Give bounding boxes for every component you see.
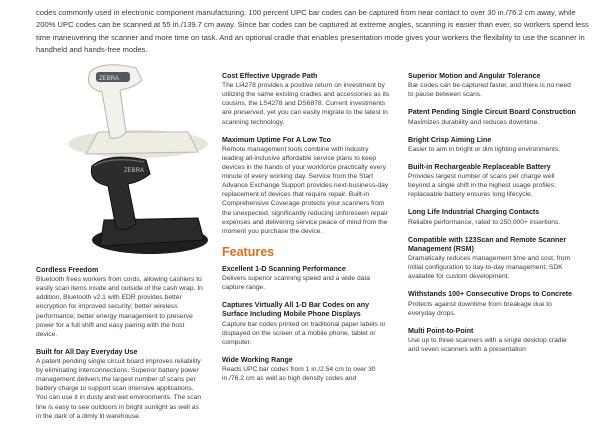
feature-item xyxy=(408,290,576,317)
section-maximum-uptime xyxy=(222,136,390,236)
section-body: Bluetooth frees workers from cords, allowing cashiers to easily scan items inside and outside of the cash wrap. In addition, Bluetooth v2.1 with EDR provides better encryption for improved security; better wireless performance; better energy management to preserve power for a full shift and easy pairing with the host device. xyxy=(36,276,203,338)
column-2 xyxy=(222,72,390,392)
feature-title: Built-in Rechargeable Replaceable Battery xyxy=(408,162,551,171)
feature-body: Protects against downtime from breakage due to everyday drops. xyxy=(408,300,552,317)
feature-title: Withstands 100+ Consecutive Drops to Concrete xyxy=(408,290,573,299)
feature-body: Dramatically reduces management time and cost, from initial configuration to day-to-day management; SDK available for custom development. xyxy=(408,255,571,281)
feature-item xyxy=(408,236,576,282)
feature-body: Use up to three scanners with a single desktop cradle and seven scanners with a presentation xyxy=(408,337,567,354)
product-photo xyxy=(38,62,210,267)
section-title: Built for All Day Everyday Use xyxy=(36,347,138,356)
intro-paragraph: codes commonly used in electronic component manufacturing. 100 percent UPC bar codes can be captured from near contact to over 30 in./76.2 cm away, while 200% UPC codes can be scanned at 55 in./139.7 cm away. Since bar codes can be captured at extreme angles, scanning is easier than ever, so workers spend less time maneuvering the scanner and more time on task. And an optional cradle that enables presentation mode gives your workers the flexibility to use the scanner in handheld and hands-free modes. xyxy=(36,7,589,55)
feature-title: Excellent 1-D Scanning Performance xyxy=(222,264,346,273)
section-title: Cordless Freedom xyxy=(36,266,99,274)
white-scanner-logo: ZEBRA xyxy=(99,76,120,82)
feature-body: Reads UPC bar codes from 1 in./2.54 cm to over 30 in./76.2 cm as well as high density codes and xyxy=(222,366,376,383)
feature-title: Multi Point-to-Point xyxy=(408,326,474,335)
features-heading: Features xyxy=(222,244,275,259)
feature-item xyxy=(222,356,390,383)
feature-title: Long Life Industrial Charging Contacts xyxy=(408,208,540,217)
section-title: Cost Effective Upgrade Path xyxy=(222,72,318,80)
feature-item xyxy=(222,301,390,347)
column-1 xyxy=(36,266,203,430)
section-body: The LI4278 provides a positive return on investment by utilizing the same existing cradles and accessories as its cousins, the LS4278 and DS6878. Current investments are preserved, yet you can easily migrate to the latest in scanning technology. xyxy=(222,82,390,126)
feature-title: Patent Pending Single Circuit Board Construction xyxy=(408,108,576,117)
feature-item xyxy=(408,163,576,199)
feature-body: Maximizes durability and reduces downtime. xyxy=(408,118,540,126)
feature-title: Wide Working Range xyxy=(222,355,293,364)
feature-item xyxy=(408,327,576,354)
feature-body: Bar codes can be captured faster, and there is no need to pause between scans. xyxy=(408,82,571,99)
section-title: Maximum Uptime For A Low Tco xyxy=(222,135,331,144)
feature-body: Reliable performance, rated to 250,000+ insertions. xyxy=(408,218,561,226)
feature-title: Compatible with 123Scan and Remote Scanner Management (RSM) xyxy=(408,235,567,253)
section-built-for-all-day xyxy=(36,348,203,421)
feature-title: Captures Virtually All 1-D Bar Codes on any Surface Including Mobile Phone Displays xyxy=(222,301,370,319)
feature-body: Capture bar codes printed on traditional paper labels or displayed on the screen of a mobile phone, tablet or computer. xyxy=(222,320,386,346)
section-body: A patent pending single circuit board improves reliability by eliminating interconnections. Superior battery power management delivers the largest number of scans per battery charge to support scan intensive applications. You can use it in dusty and wet environments. The scan line is easy to see outdoors in bright sunlight as well as in the dark of a dimly lit warehouse. xyxy=(36,358,202,420)
feature-body: Provides largest number of scans per charge well beyond a single shift in the highest usage profiles; replaceable battery ensures long lifecycle. xyxy=(408,173,556,199)
feature-item xyxy=(408,108,576,126)
feature-item xyxy=(222,265,390,292)
feature-body: Easier to aim in bright or dim lighting environments. xyxy=(408,145,561,153)
black-scanner-logo: ZEBRA xyxy=(124,168,145,174)
section-cordless-freedom xyxy=(36,266,203,339)
feature-item xyxy=(408,208,576,226)
feature-title: Bright Crisp Aiming Line xyxy=(408,135,492,144)
column-3 xyxy=(408,72,576,363)
feature-title: Superior Motion and Angular Tolerance xyxy=(408,72,541,80)
section-upgrade-path xyxy=(222,72,390,127)
feature-item xyxy=(408,136,576,154)
feature-item xyxy=(408,72,576,99)
feature-body: Delivers superior scanning speed and a wide data capture range. xyxy=(222,275,370,292)
section-body: Remote management tools combine with industry leading all-inclusive affordable service plans to keep devices in the hands of your workforce practically every minute of every working day. Service from the Start Advance Exchange Support provides next-business-day replacement of devices that require repair. Built-in Comprehensive Coverage protects your scanners from the unexpected, significantly reducing unforeseen repair expenses and delivering service peace of mind from the moment you purchase the device. xyxy=(222,145,389,235)
